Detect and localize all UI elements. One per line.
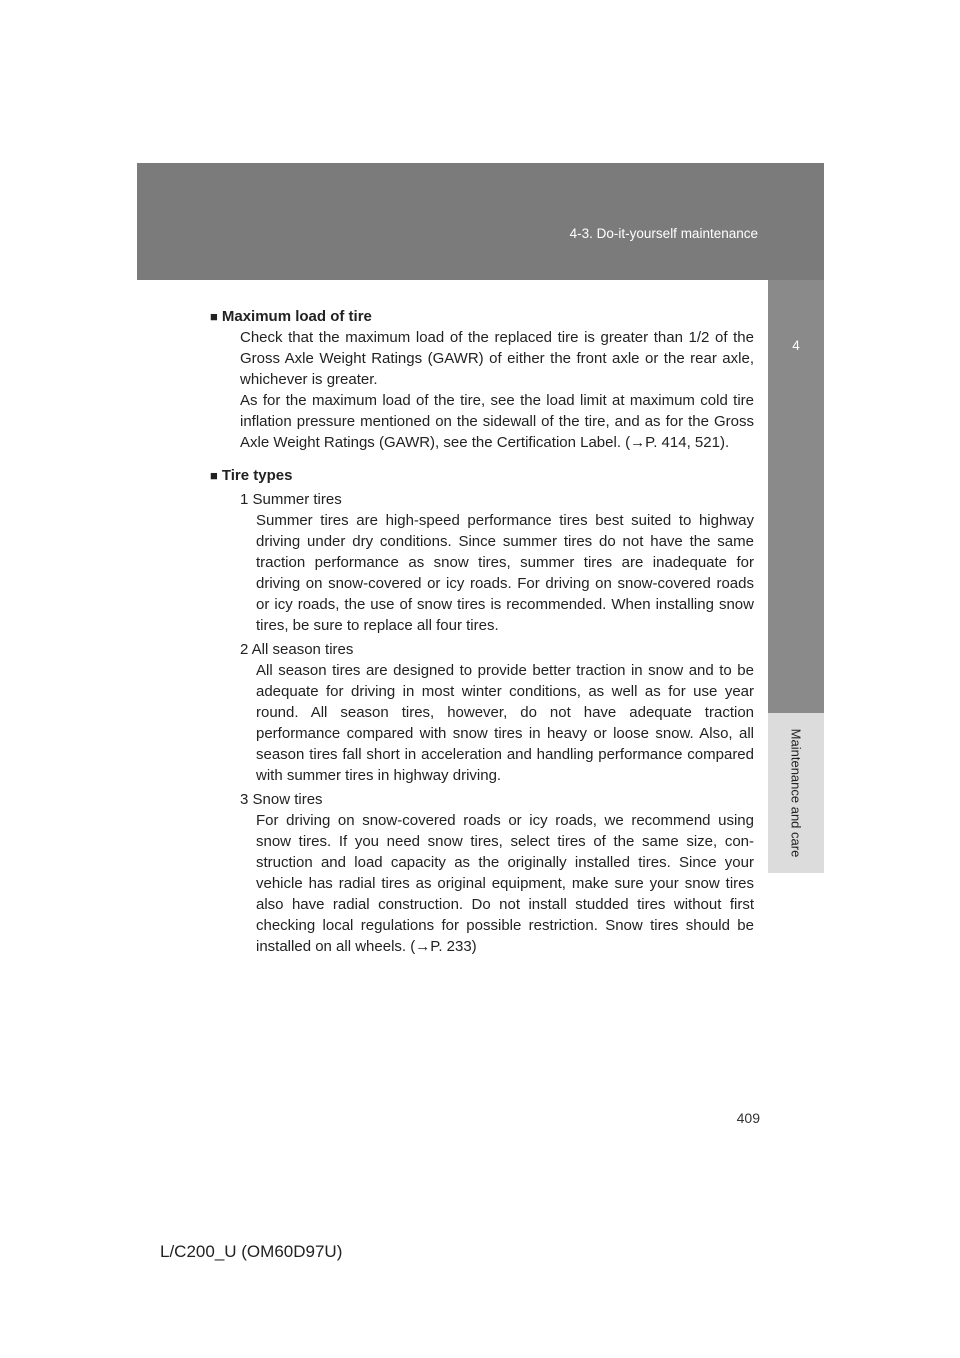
paragraph: As for the maximum load of the tire, see the load limit at maximum cold tire inflation pressure mentioned on the sidewall of the tire, and as for the Gross Axle Weight Ratings (GAWR), see the Certification Label. (→P. 414, 521). (240, 392, 754, 451)
document-code: L/C200_U (OM60D97U) (160, 1242, 343, 1261)
list-item-label: 3 Snow tires (240, 791, 323, 808)
section-heading: ■ Tire types (210, 467, 293, 484)
header-band (137, 163, 824, 280)
page-content (210, 306, 754, 957)
square-bullet-icon: ■ (210, 309, 218, 324)
chapter-number: 4 (792, 338, 800, 353)
section-title: 4-3. Do-it-yourself maintenance (569, 226, 758, 241)
paragraph: Check that the maximum load of the replaced tire is greater than 1/2 of the Gross Axle Weight Ratings (GAWR) of either the front axle or the rear axle, whichever is greater. (240, 329, 754, 388)
tire-types-section (210, 465, 754, 957)
list-item-label: 1 Summer tires (240, 491, 342, 508)
list-item-label: 2 All season tires (240, 641, 354, 658)
square-bullet-icon: ■ (210, 468, 218, 483)
list-item-text: For driving on snow-covered roads or icy roads, we recommend using snow tires. If you need snow tires, select tires of the same size, con-struction and load capacity as the originally installed tires. Since your vehicle has radial tires as original equipment, make sure your snow tires also have radial construction. Do not install studded tires without first checking local regulations for possible restriction. Snow tires should be installed on all wheels. (→P. 233) (256, 812, 754, 955)
section-heading: ■ Maximum load of tire (210, 308, 372, 325)
list-item-text: Summer tires are high-speed performance tires best suited to highway driving under dry conditions. Since summer tires do not have the same traction performance as snow tires, summer tires are inadequate for driving on snow-covered or icy roads. For driving on snow-covered roads or icy roads, the use of snow tires is recommended. When installing snow tires, be sure to replace all four tires. (256, 512, 754, 634)
list-item-text: All season tires are designed to provide better traction in snow and to be adequate for driving in most winter conditions, as well as for use year round. All season tires, however, do not have adequate traction performance compared with snow tires in heavy or loose snow. Also, all season tires fall short in acceleration and handling performance compared with summer tires in highway driving. (256, 662, 754, 784)
chapter-title: Maintenance and care (788, 728, 804, 858)
page-number: 409 (736, 1110, 760, 1126)
